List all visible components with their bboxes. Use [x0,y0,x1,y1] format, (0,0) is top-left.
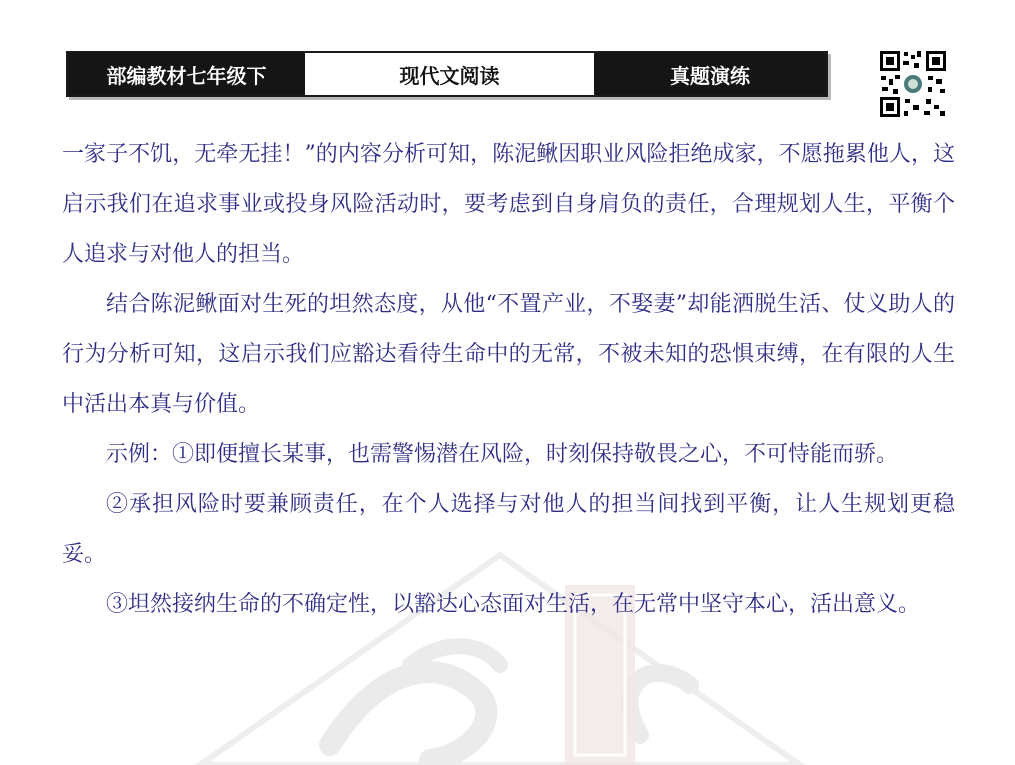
header-bar [66,51,828,97]
paragraph-2: 结合陈泥鳅面对生死的坦然态度，从他“不置产业，不娶妻”却能洒脱生活、仗义助人的行为分析可知，这启示我们应豁达看待生命中的无常，不被未知的恐惧束缚，在有限的人生中活出本真与价值。 [62,292,955,417]
paragraph-example-3: ③坦然接纳生命的不确定性，以豁达心态面对生活，在无常中坚守本心，活出意义。 [106,592,921,617]
header-textbook-label: 部编教材七年级下 [68,53,305,95]
answer-text [62,130,955,630]
paragraph-example-1: 示例：①即便擅长某事，也需警惕潜在风险，时刻保持敬畏之心，不可恃能而骄。 [106,442,899,467]
header-section-label: 现代文阅读 [305,53,594,95]
qr-code-icon [878,49,948,119]
paragraph-example-2: ②承担风险时要兼顾责任，在个人选择与对他人的担当间找到平衡，让人生规划更稳妥。 [62,492,955,567]
paragraph-1: 一家子不饥，无牵无挂！”的内容分析可知，陈泥鳅因职业风险拒绝成家，不愿拖累他人，这启示我们在追求事业或投身风险活动时，要考虑到自身肩负的责任，合理规划人生，平衡个人追求与对他人的担当。 [62,142,955,267]
header-practice-label: 真题演练 [594,53,826,95]
